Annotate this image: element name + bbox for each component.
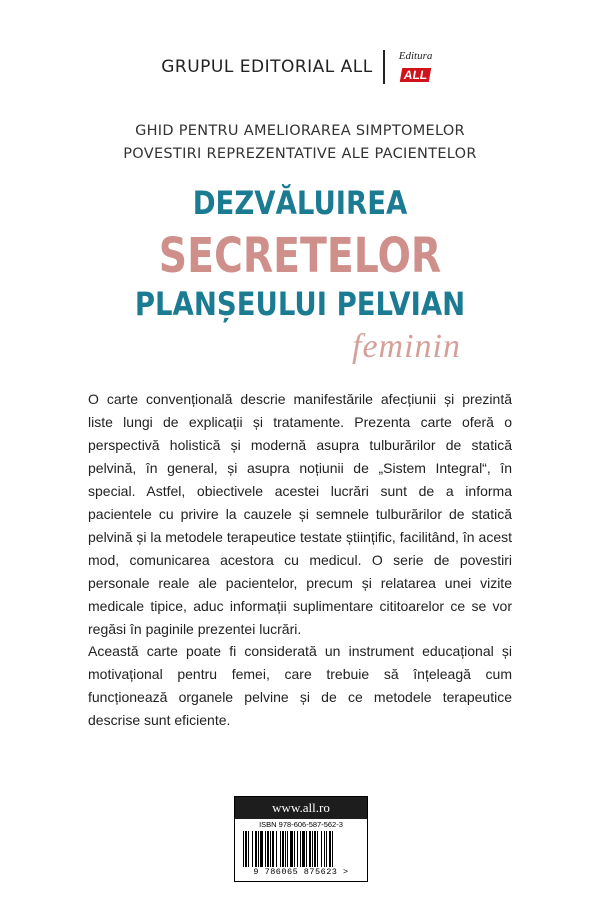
publisher-logo <box>395 50 439 84</box>
logo-big-text: ALL <box>400 68 432 82</box>
paragraph-text-1: O carte convențională descrie manifestările afecțiunii și prezintă liste lungi de explicații și tratamente. Prezenta carte oferă o perspectivă holistică și modernă asupra tulburărilor de statică pelvină, în general, și asupra noțiunii de „Sistem Integral“, în special. Astfel, obiectivele acestei lucrări sunt de a informa pacientele cu privire la cauzele și semnele tulburărilor de statică pelvină și la metodele terapeutice testate științific, facilitând, în acest mod, comunicarea acestora cu medicul. O serie de povestiri personale reale ale pacientelor, precum și relatarea unei vizite medicale tipice, aduc informații suplimentare cititoarelor ce se vor regăsi în paginile prezentei lucrări. <box>88 391 512 637</box>
barcode-bars-icon <box>239 831 363 867</box>
body-paragraph-1 <box>88 388 512 641</box>
publisher-header <box>0 50 600 84</box>
subtitle-line-1: GHID PENTRU AMELIORAREA SIMPTOMELOR <box>135 123 465 139</box>
body-paragraph-2 <box>88 640 512 732</box>
logo-small-text: Editura <box>398 50 433 62</box>
isbn-text: ISBN 978-606-587-562-3 <box>259 820 343 829</box>
website-url: www.all.ro <box>235 797 367 819</box>
title-line-3: PLANȘEULUI PELVIAN <box>134 285 466 323</box>
publisher-divider <box>383 50 385 84</box>
barcode-block <box>234 796 368 882</box>
title-line-2: SECRETELOR <box>158 228 442 284</box>
title-line-1: DEZVĂLUIREA <box>192 184 408 222</box>
title-script-word: feminin <box>352 328 461 365</box>
publisher-name: GRUPUL EDITORIAL ALL <box>161 57 373 77</box>
barcode-digits: 9 786065 875623 > <box>253 867 349 877</box>
paragraph-text-2: Această carte poate fi considerată un instrument educațional și motivațional pentru femei, care trebuie să înțeleagă cum funcționează organele pelvine și de ce metodele terapeutice descrise sunt eficiente. <box>88 643 512 728</box>
subtitle-line-2: POVESTIRI REPREZENTATIVE ALE PACIENTELOR <box>123 146 477 162</box>
